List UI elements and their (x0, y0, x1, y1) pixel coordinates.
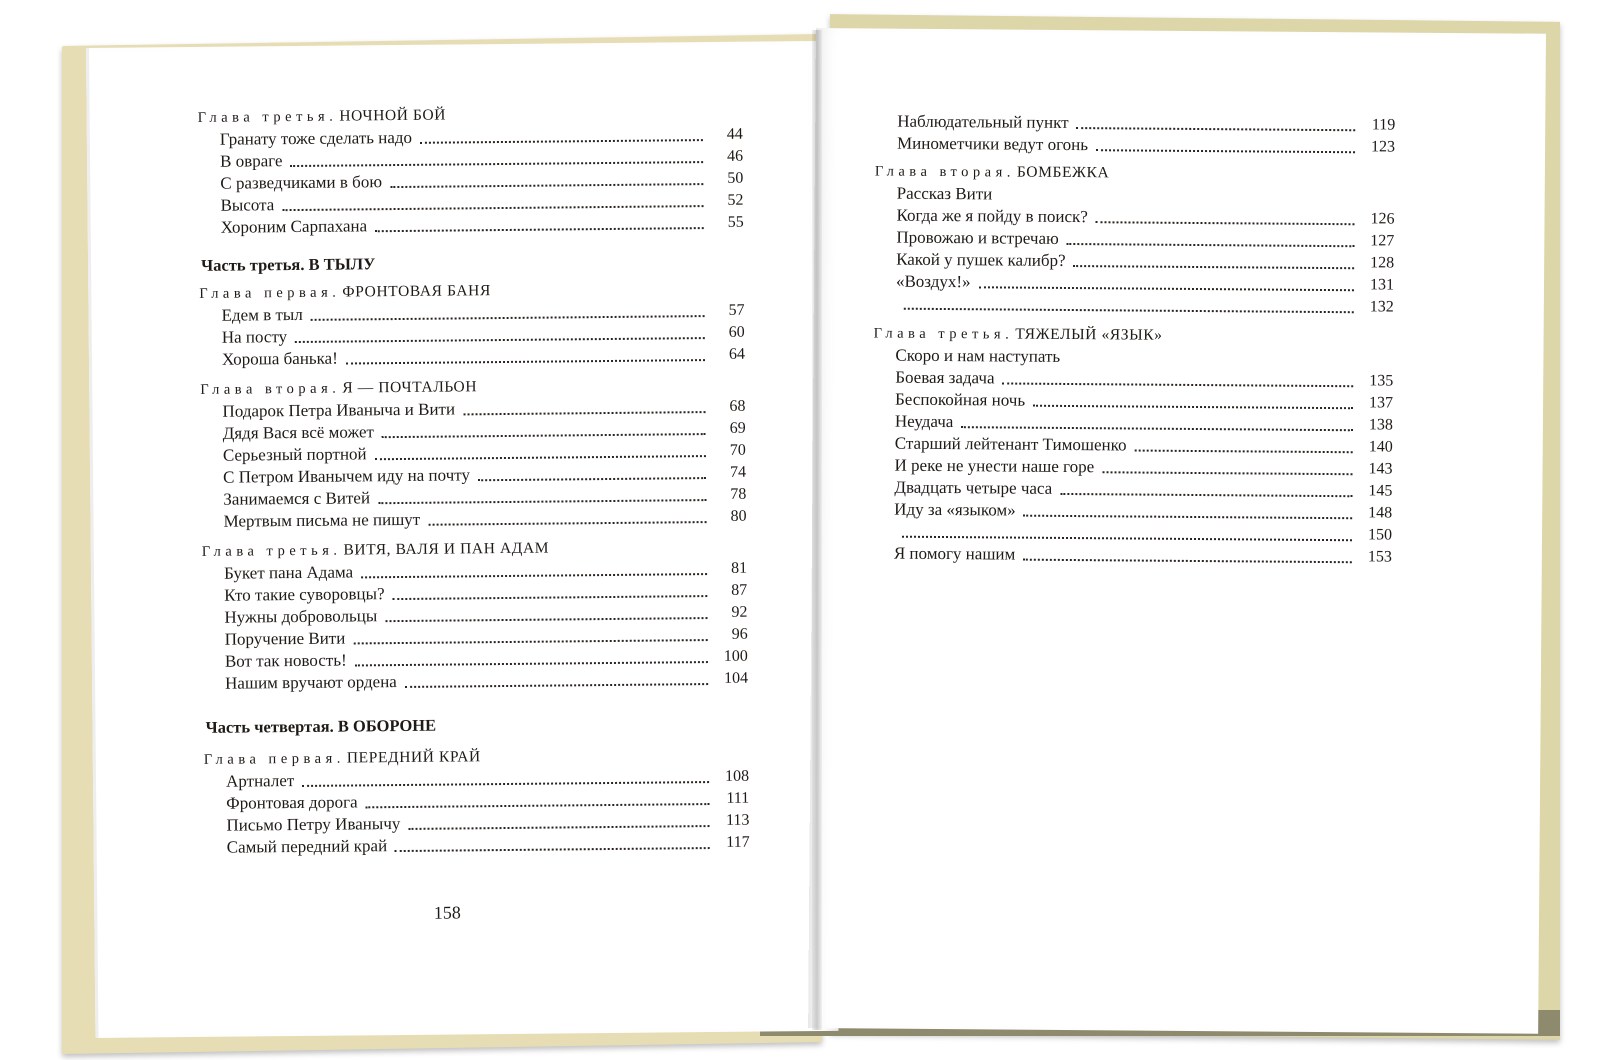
entry-page: 135 (1369, 372, 1394, 390)
entry-title: Двадцать четыре часа (894, 477, 1053, 498)
leader-dots (390, 183, 703, 188)
leader-dots (361, 573, 707, 578)
leader-dots (353, 639, 707, 644)
entry-page: 81 (730, 559, 748, 577)
leader-dots (478, 477, 706, 481)
entry-page: 52 (727, 191, 744, 209)
entry-page: 60 (728, 323, 745, 341)
book-gutter-shadow (812, 30, 822, 1030)
entry-title: В овраге (220, 151, 283, 171)
right-toc (872, 110, 1396, 568)
entry-title: Нашим вручают ордена (225, 672, 397, 693)
leader-dots (1102, 471, 1352, 475)
entry-title: Кто такие суворовцы? (224, 584, 385, 605)
chapter-title: ТЯЖЕЛЫЙ «ЯЗЫК» (1015, 325, 1163, 344)
toc-items (204, 766, 750, 859)
leader-dots (385, 617, 707, 622)
leader-dots (346, 359, 705, 364)
chapter-prefix: Глава третья. (197, 108, 338, 126)
chapter-prefix: Глава первая. (203, 750, 345, 768)
toc-entry[interactable] (896, 271, 1394, 297)
entry-page: 74 (730, 463, 747, 481)
entry-page: 113 (725, 811, 750, 829)
chapter-prefix: Глава вторая. (200, 380, 341, 398)
toc-entry[interactable] (225, 668, 748, 695)
entry-page: 140 (1368, 438, 1393, 456)
entry-page: 138 (1368, 416, 1393, 434)
leader-dots (355, 661, 708, 666)
entry-title: Наблюдательный пункт (897, 111, 1069, 132)
leader-dots (1024, 515, 1353, 520)
chapter-title: ПЕРЕДНИЙ КРАЙ (346, 748, 481, 767)
leader-dots (1003, 382, 1354, 387)
entry-page: 145 (1368, 482, 1393, 500)
entry-title: Серьезный портной (222, 444, 367, 465)
leader-dots (1096, 149, 1355, 153)
entry-title: Беспокойная ночь (895, 389, 1026, 410)
entry-page: 153 (1367, 548, 1392, 566)
entry-page: 92 (731, 603, 748, 621)
entry-title: Артналет (225, 771, 295, 791)
entry-title: Гранату тоже сделать надо (219, 127, 413, 149)
leader-dots (1077, 127, 1356, 131)
entry-title: Иду за «языком» (894, 499, 1016, 520)
entry-title: На посту (221, 327, 288, 347)
leader-dots (1067, 243, 1355, 247)
entry-page: 111 (726, 789, 750, 807)
entry-title: Нужны добровольцы (224, 606, 378, 627)
toc-items (202, 558, 748, 695)
entry-title: Высота (220, 195, 275, 215)
toc-entry[interactable] (894, 499, 1392, 525)
entry-page: 64 (728, 345, 746, 363)
entry-title: «Воздух!» (895, 271, 971, 292)
entry-page: 69 (729, 419, 746, 437)
toc-items (199, 300, 745, 371)
entry-page: 148 (1368, 504, 1393, 522)
entry-title: Фронтовая дорога (226, 792, 358, 813)
entry-page: 132 (1369, 298, 1394, 316)
leader-dots (393, 595, 708, 600)
chapter-prefix: Глава третья. (873, 325, 1014, 343)
entry-title: Письмо Петру Иванычу (226, 814, 401, 835)
entry-title: Едем в тыл (221, 304, 303, 325)
entry-page: 46 (726, 147, 744, 165)
entry-page: 108 (724, 767, 750, 785)
leader-dots (1023, 559, 1352, 564)
right-page (808, 28, 1546, 1034)
entry-title: Подарок Петра Иваныча и Вити (222, 399, 456, 421)
entry-title: Хороним Сарпахана (220, 216, 368, 237)
entry-title: Старший лейтенант Тимошенко (894, 433, 1127, 455)
entry-page: 44 (726, 125, 743, 143)
chapter-prefix: Глава вторая. (874, 163, 1015, 181)
entry-page: 119 (1371, 116, 1396, 134)
leader-dots (302, 781, 709, 787)
entry-page: 117 (726, 833, 750, 851)
entry-title: С разведчиками в бою (220, 172, 383, 193)
chapter-prefix: Глава первая. (199, 284, 341, 302)
entry-title: Когда же я пойду в поиск? (896, 205, 1088, 227)
entry-title: С Петром Иванычем иду на почту (223, 465, 471, 487)
entry-title: Мертвым письма не пишут (223, 509, 421, 531)
entry-page: 143 (1368, 460, 1393, 478)
entry-page: 131 (1369, 276, 1395, 294)
toc-entry[interactable] (897, 133, 1395, 159)
leader-dots (382, 433, 706, 438)
leader-dots (904, 308, 1354, 314)
entry-title: Неудача (894, 411, 954, 432)
entry-title: Дядя Вася всё может (222, 422, 375, 443)
leader-dots (311, 315, 705, 321)
toc-items (874, 182, 1395, 318)
toc-items (872, 344, 1394, 568)
leader-dots (1060, 493, 1352, 497)
part-heading: Часть третья. В ТЫЛУ (201, 254, 376, 275)
leader-dots (291, 161, 704, 167)
entry-page: 80 (730, 507, 747, 525)
toc-items (200, 396, 746, 533)
entry-title: Какой у пушек калибр? (896, 249, 1066, 270)
entry-title: И реке не унести наше горе (894, 455, 1095, 477)
toc-entry[interactable] (227, 832, 750, 859)
leader-dots (378, 499, 706, 504)
entry-title: Хороша банька! (221, 348, 338, 369)
leader-dots (1134, 450, 1352, 454)
leader-dots (1096, 221, 1355, 225)
entry-page: 96 (731, 625, 748, 643)
entry-page: 100 (723, 647, 748, 665)
entry-page: 70 (729, 441, 746, 459)
leader-dots (420, 139, 703, 144)
toc-entry[interactable] (894, 543, 1392, 569)
entry-page: 128 (1370, 254, 1395, 272)
leader-dots (295, 337, 705, 343)
entry-title: Вот так новость! (224, 650, 347, 671)
leader-dots (463, 411, 705, 415)
leader-dots (395, 847, 710, 852)
entry-page: 57 (728, 301, 745, 319)
leader-dots (1074, 265, 1355, 269)
leader-dots (979, 286, 1354, 291)
entry-page: 78 (730, 485, 747, 503)
toc-items (875, 110, 1395, 158)
leader-dots (375, 227, 704, 232)
leader-dots (428, 521, 706, 526)
entry-title: Рассказ Вити (896, 183, 993, 204)
entry-page: 50 (727, 169, 744, 187)
part-heading: Часть четвертая. В ОБОРОНЕ (205, 715, 437, 737)
left-page (86, 41, 838, 1038)
toc-entry[interactable] (221, 212, 744, 239)
entry-page: 150 (1367, 526, 1393, 544)
chapter-title: ВИТЯ, ВАЛЯ И ПАН АДАМ (343, 539, 550, 559)
leader-dots (961, 426, 1353, 431)
entry-title: Я помогу нашим (893, 543, 1016, 564)
entry-title: Минометчики ведут огонь (897, 133, 1089, 155)
chapter-title: ФРОНТОВАЯ БАНЯ (342, 282, 491, 301)
toc-entry[interactable] (895, 389, 1393, 415)
toc-entry[interactable] (896, 293, 1394, 319)
entry-page: 55 (727, 213, 744, 231)
entry-title: Занимаемся с Витей (223, 488, 371, 509)
leader-dots (366, 803, 710, 808)
left-toc (198, 102, 750, 859)
entry-title: Самый передний край (226, 836, 388, 857)
page-number: 158 (433, 902, 461, 923)
leader-dots (902, 536, 1352, 542)
leader-dots (375, 455, 706, 460)
entry-page: 126 (1370, 210, 1395, 228)
entry-title: Скоро и нам наступать (895, 345, 1061, 366)
chapter-title: Я — ПОЧТАЛЬОН (342, 378, 478, 397)
leader-dots (405, 683, 708, 688)
entry-title: Поручение Вити (224, 628, 346, 649)
chapter-title: НОЧНОЙ БОЙ (339, 106, 447, 125)
entry-page: 104 (723, 669, 749, 687)
entry-title: Букет пана Адама (223, 562, 354, 583)
entry-page: 127 (1370, 232, 1395, 250)
entry-title: Провожаю и встречаю (896, 227, 1059, 248)
chapter-title: БОМБЕЖКА (1016, 163, 1110, 182)
entry-title: Боевая задача (895, 367, 995, 388)
toc-items (198, 124, 744, 239)
entry-page: 87 (731, 581, 748, 599)
entry-page: 123 (1371, 138, 1396, 156)
entry-page: 68 (729, 397, 746, 415)
chapter-prefix: Глава третья. (201, 542, 342, 560)
leader-dots (408, 825, 709, 830)
leader-dots (282, 205, 703, 211)
leader-dots (1033, 405, 1353, 410)
entry-page: 137 (1369, 394, 1394, 412)
